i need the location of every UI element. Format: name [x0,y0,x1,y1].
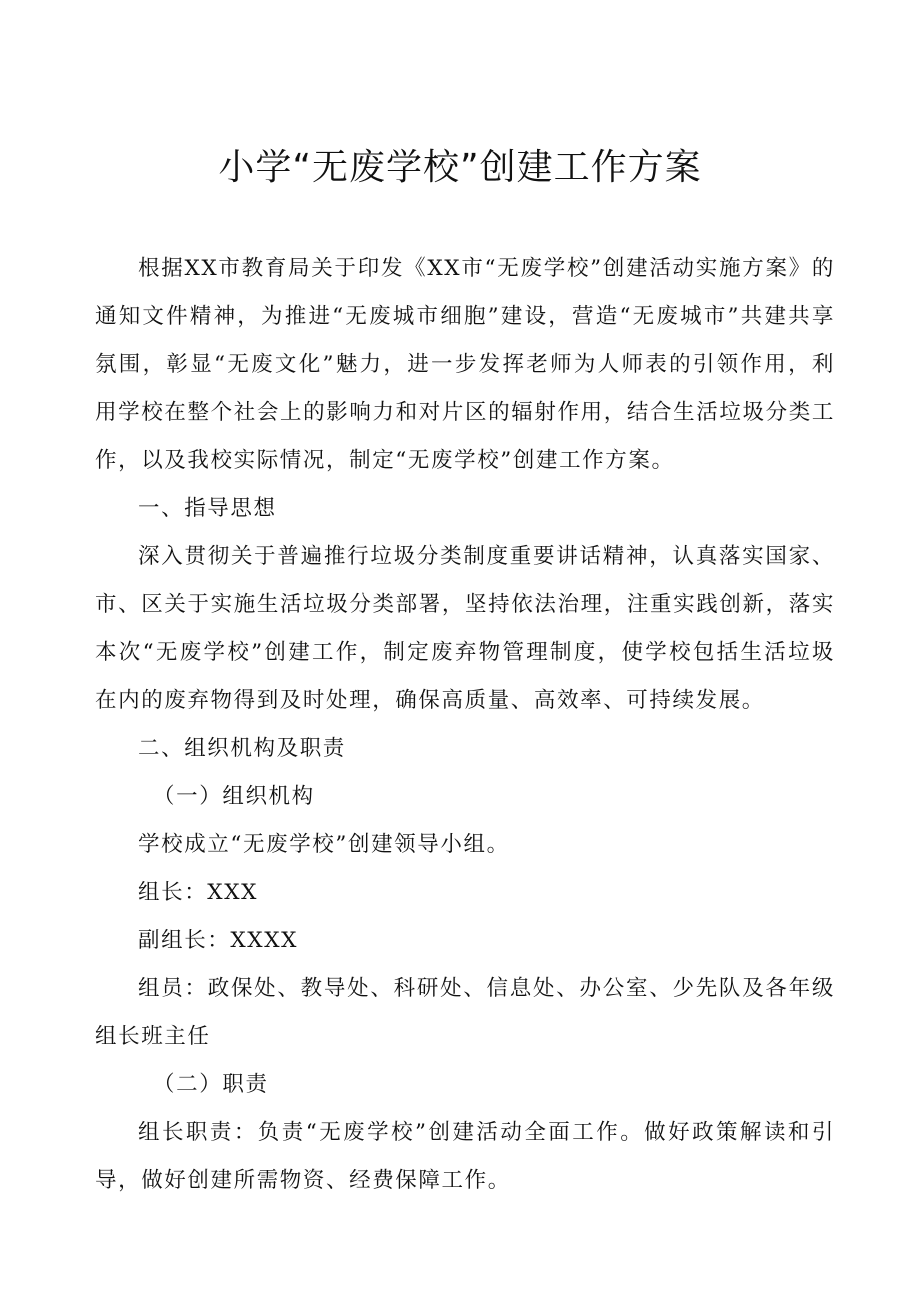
members-paragraph: 组员：政保处、教导处、科研处、信息处、办公室、少先队及各年级组长班主任 [95,976,835,1049]
leader-duties-paragraph: 组长职责：负责“无废学校”创建活动全面工作。做好政策解读和引导，做好创建所需物资、经费保障工作。 [95,1120,835,1193]
document-body [95,245,835,1205]
group-leader-line: 组长：XXX [138,880,259,905]
section-heading-organization: 二、组织机构及职责 [138,736,346,761]
section-heading-guiding-ideology: 一、指导思想 [138,496,277,521]
intro-paragraph: 根据XX市教育局关于印发《XX市“无废学校”创建活动实施方案》的通知文件精神，为推进“无废城市细胞”建设，营造“无废城市”共建共享氛围，彰显“无废文化”魅力，进一步发挥老师为人师表的引领作用，利用学校在整个社会上的影响力和对片区的辐射作用，结合生活垃圾分类工作，以及我校实际情况，制定“无废学校”创建工作方案。 [95,256,835,473]
deputy-leader-line: 副组长：XXXX [138,928,299,953]
leadership-group-paragraph: 学校成立“无废学校”创建领导小组。 [138,832,510,857]
subheading-responsibilities: （二）职责 [153,1072,269,1097]
guiding-ideology-paragraph: 深入贯彻关于普遍推行垃圾分类制度重要讲话精神，认真落实国家、市、区关于实施生活垃圾分类部署，坚持依法治理，注重实践创新，落实本次“无废学校”创建工作，制定废弃物管理制度，使学校包括生活垃圾在内的废弃物得到及时处理，确保高质量、高效率、可持续发展。 [95,544,835,713]
document-title: 小学“无废学校”创建工作方案 [218,147,702,188]
subheading-organization-structure: （一）组织机构 [153,784,315,809]
